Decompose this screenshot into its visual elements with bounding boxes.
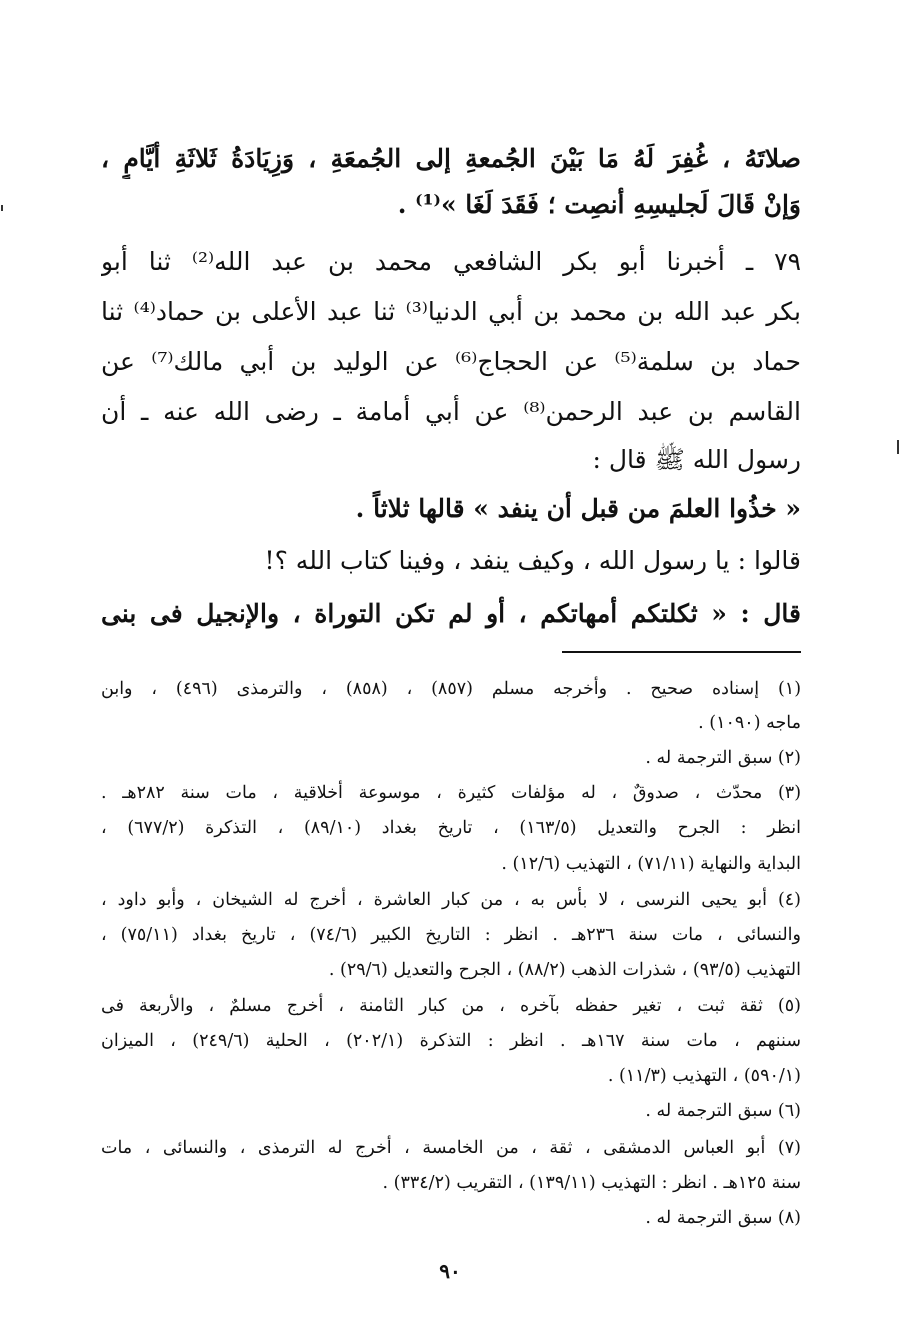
footnote-5-line-3: (٥٩٠/١) ، التهذيب (١١/٣) . xyxy=(607,1066,801,1086)
footnote-3-line-1: (٣) محدّث ، صدوقٌ ، له مؤلفات كثيرة ، موسوعة أخلاقية ، مات سنة ٢٨٢هـ . xyxy=(101,783,801,803)
footnote-4-line-2: والنسائى ، مات سنة ٢٣٦هـ . انظر : التاريخ الكبير (٧٤/٦) ، تاريخ بغداد (٧٥/١١) ، xyxy=(101,925,801,945)
footnote-7-line-2: سنة ١٢٥هـ . انظر : التهذيب (١٣٩/١١) ، التقريب (٣٣٤/٢) . xyxy=(382,1173,801,1193)
footnote-separator xyxy=(562,651,801,653)
isnad-line-2: بكر عبد الله بن محمد بن أبي الدنيا⁽³⁾ ثنا عبد الأعلى بن حماد⁽⁴⁾ ثنا xyxy=(101,297,801,326)
footnote-4-line-3: التهذيب (٩٣/٥) ، شذرات الذهب (٨٨/٢) ، الجرح والتعديل (٢٩/٦) . xyxy=(328,960,801,980)
hadith-text-line-2: وَإنْ قَالَ لَجليسِهِ أنصِت ؛ فَقَدَ لَغَا »⁽¹⁾ . xyxy=(397,190,801,219)
hadith-text-line-1: صلاتَهُ ، غُفِرَ لَهُ مَا بَيْنَ الجُمعةِ إلى الجُمعَةِ ، وَزِيَادَةُ ثَلاثَةِ أيَّامٍ ، xyxy=(101,144,801,173)
footnote-8: (٨) سبق الترجمة له . xyxy=(645,1208,801,1228)
footnote-3-line-3: البداية والنهاية (٧١/١١) ، التهذيب (١٢/٦) . xyxy=(501,854,801,874)
footnote-1-line-2: ماجه (١٠٩٠) . xyxy=(698,713,801,733)
answer-line: قال : « ثكلتكم أمهاتكم ، أو لم تكن التوراة ، والإنجيل فى بنى xyxy=(101,599,801,628)
question-line: قالوا : يا رسول الله ، وكيف ينفد ، وفينا كتاب الله ؟! xyxy=(264,546,801,575)
footnote-5-line-1: (٥) ثقة ثبت ، تغير حفظه بآخره ، من كبار الثامنة ، أخرج مسلمٌ ، والأربعة فى xyxy=(101,996,801,1016)
isnad-line-5: رسول الله ﷺ قال : xyxy=(592,445,801,474)
hadith-quote-line: « خذُوا العلمَ من قبل أن ينفد » قالها ثلاثاً . xyxy=(355,494,801,523)
page-number: ٩٠ xyxy=(439,1259,461,1283)
footnote-2: (٢) سبق الترجمة له . xyxy=(645,748,801,768)
footnote-5-line-2: سننهم ، مات سنة ١٦٧هـ . انظر : التذكرة (٢٠٢/١) ، الحلية (٢٤٩/٦) ، الميزان xyxy=(101,1031,801,1051)
footnote-7-line-1: (٧) أبو العباس الدمشقى ، ثقة ، من الخامسة ، أخرج له الترمذى ، والنسائى ، مات xyxy=(101,1138,801,1158)
isnad-line-1: ٧٩ ـ أخبرنا أبو بكر الشافعي محمد بن عبد الله⁽²⁾ ثنا أبو xyxy=(101,247,801,276)
footnote-3-line-2: انظر : الجرح والتعديل (١٦٣/٥) ، تاريخ بغداد (٨٩/١٠) ، التذكرة (٦٧٧/٢) ، xyxy=(101,818,801,838)
isnad-line-4: القاسم بن عبد الرحمن⁽⁸⁾ عن أبي أمامة ـ رضى الله عنه ـ أن xyxy=(101,397,801,426)
scan-mark-right xyxy=(897,440,899,454)
scan-mark-left xyxy=(1,205,3,211)
isnad-line-3: حماد بن سلمة⁽⁵⁾ عن الحجاج⁽⁶⁾ عن الوليد بن أبي مالك⁽⁷⁾ عن xyxy=(101,347,801,376)
footnote-1-line-1: (١) إسناده صحيح . وأخرجه مسلم (٨٥٧) ، (٨٥٨) ، والترمذى (٤٩٦) ، وابن xyxy=(101,679,801,699)
footnote-6: (٦) سبق الترجمة له . xyxy=(645,1101,801,1121)
footnote-4-line-1: (٤) أبو يحيى النرسى ، لا بأس به ، من كبار العاشرة ، أخرج له الشيخان ، وأبو داود ، xyxy=(101,890,801,910)
